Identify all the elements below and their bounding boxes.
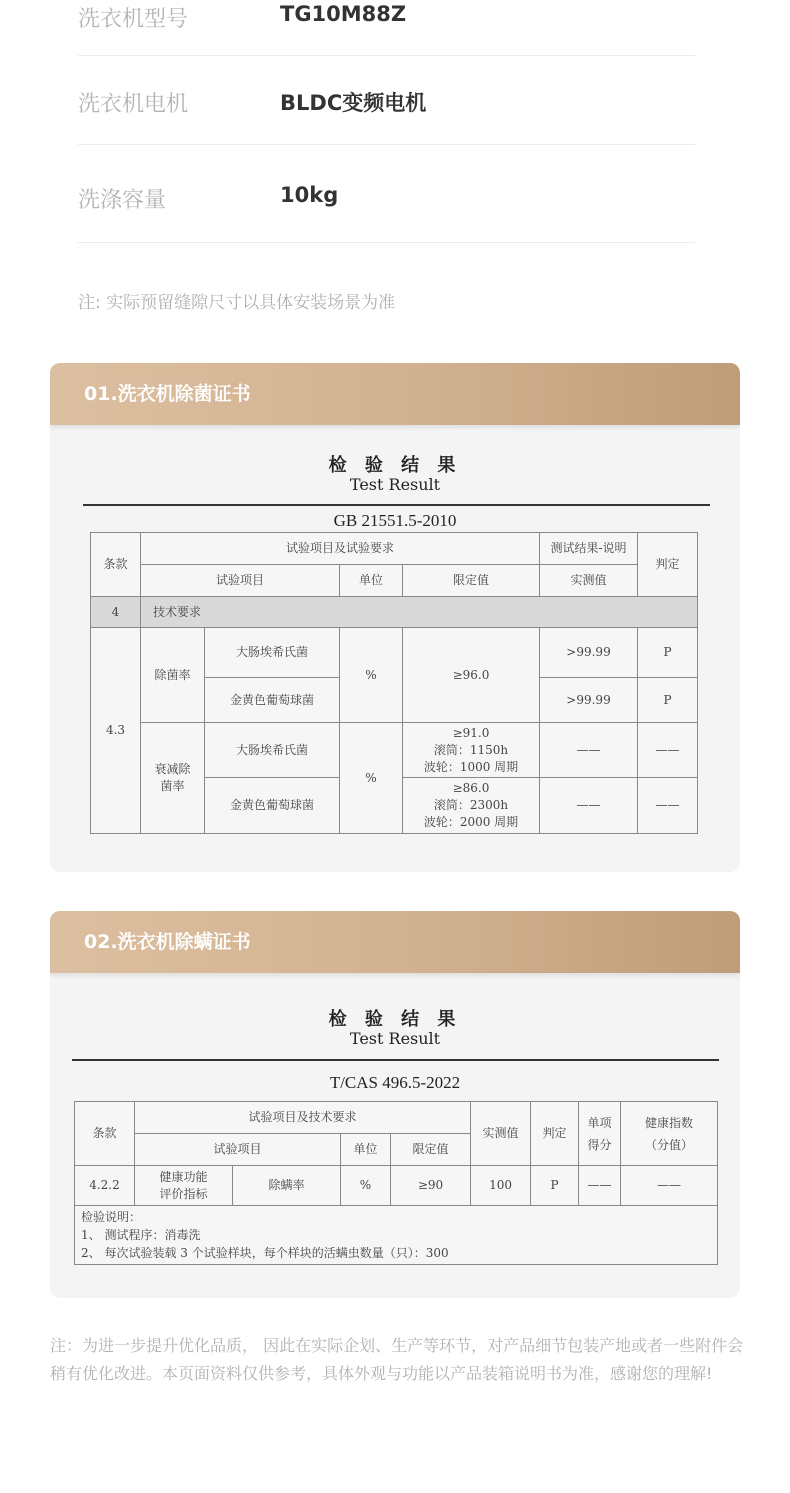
table-cell: %	[340, 723, 403, 834]
table-cell: %	[341, 1166, 391, 1206]
header-line: （分值）	[645, 1137, 694, 1152]
cert-title-en: Test Result	[349, 475, 441, 494]
test-notes	[75, 1206, 718, 1265]
table-cell: 4.2.2	[75, 1166, 135, 1206]
table-cell: P	[531, 1166, 579, 1206]
limit-line: 滚筒：2300h	[433, 798, 509, 812]
cert-title-en: Test Result	[349, 1029, 441, 1048]
note-line: 2、 每次试验装载 3 个试验样块，每个样块的活螨虫数量（只）：300	[81, 1246, 449, 1260]
card-header: 01.洗衣机除菌证书	[50, 363, 740, 425]
limit-line: ≥91.0	[452, 725, 490, 740]
standard-code: T/CAS 496.5-2022	[329, 1073, 461, 1092]
limit-line: 波轮：2000 周期	[423, 815, 519, 829]
header-line: 健康指数	[645, 1115, 694, 1130]
spec-label: 洗衣机电机	[78, 92, 189, 117]
header-cell: 条款	[75, 1102, 135, 1166]
table-cell: ——	[638, 778, 698, 834]
installation-note: 注: 实际预留缝隙尺寸以具体安装场景为准	[78, 293, 396, 313]
note-line: 检验说明：	[81, 1210, 142, 1224]
section-cell: 技术要求	[141, 597, 698, 628]
header-cell	[579, 1102, 621, 1166]
cert-title: 检 验 结 果	[328, 1009, 462, 1030]
spec-value: 10kg	[280, 183, 339, 207]
table-cell: ——	[540, 778, 638, 834]
limit-line: ≥86.0	[452, 781, 490, 795]
table-cell: ——	[579, 1166, 621, 1206]
sterilization-result-table	[90, 532, 698, 834]
spec-row-model	[78, 0, 695, 56]
header-line: 得分	[587, 1137, 612, 1152]
spec-label: 洗衣机型号	[78, 7, 189, 32]
table-cell: P	[638, 628, 698, 678]
table-cell: >99.99	[540, 628, 638, 678]
table-cell: >99.99	[540, 678, 638, 723]
spec-value: TG10M88Z	[280, 2, 407, 26]
header-cell: 单位	[340, 565, 403, 597]
table-cell: 除螨率	[233, 1166, 341, 1206]
table-cell: 除菌率	[141, 628, 205, 723]
limit-cell	[403, 778, 540, 834]
table-cell: 衰减除菌率	[141, 723, 205, 834]
spec-row-motor	[78, 56, 695, 145]
header-cell: 试验项目及技术要求	[135, 1102, 471, 1134]
card-header: 02.洗衣机除螨证书	[50, 911, 740, 973]
divider	[72, 1059, 719, 1061]
header-cell: 试验项目	[141, 565, 340, 597]
header-cell: 单位	[341, 1134, 391, 1166]
table-cell	[135, 1166, 233, 1206]
mite-result-table	[74, 1101, 718, 1265]
header-cell: 条款	[91, 533, 141, 597]
header-cell: 测试结果-说明	[540, 533, 638, 565]
divider	[83, 504, 710, 506]
table-cell: 金黄色葡萄球菌	[205, 678, 340, 723]
header-cell: 实测值	[540, 565, 638, 597]
disclaimer-note: 注：为进一步提升优化品质， 因此在实际企划、生产等环节，对产品细节包装产地或者一些附件会稍有优化改进。本页面资料仅供参考，具体外观与功能以产品装箱说明书为准，感谢您的理解!	[50, 1336, 744, 1383]
table-cell: ≥90	[391, 1166, 471, 1206]
table-cell: ——	[621, 1166, 718, 1206]
limit-line: 滚筒：1150h	[433, 742, 509, 757]
sterilization-certificate-card	[50, 363, 740, 872]
cert-title: 检 验 结 果	[328, 455, 462, 476]
header-cell: 判定	[531, 1102, 579, 1166]
table-cell: 4.3	[91, 628, 141, 834]
cell-line: 健康功能	[159, 1169, 208, 1184]
table-cell: ≥96.0	[403, 628, 540, 723]
standard-code: GB 21551.5-2010	[333, 511, 457, 530]
header-cell: 实测值	[471, 1102, 531, 1166]
table-cell: %	[340, 628, 403, 723]
table-cell: 100	[471, 1166, 531, 1206]
header-cell	[621, 1102, 718, 1166]
mite-removal-certificate-card	[50, 911, 740, 1298]
spec-label: 洗涤容量	[78, 188, 167, 213]
header-cell: 试验项目	[135, 1134, 341, 1166]
limit-cell	[403, 723, 540, 778]
table-cell: 金黄色葡萄球菌	[205, 778, 340, 834]
spec-row-capacity	[78, 145, 695, 243]
table-cell: ——	[540, 723, 638, 778]
header-cell: 判定	[638, 533, 698, 597]
note-line: 1、 测试程序：消毒洗	[81, 1228, 201, 1242]
table-cell: 大肠埃希氏菌	[205, 628, 340, 678]
header-cell: 限定值	[403, 565, 540, 597]
header-cell: 限定值	[391, 1134, 471, 1166]
spec-value: BLDC变频电机	[280, 91, 427, 115]
header-cell: 试验项目及试验要求	[141, 533, 540, 565]
limit-line: 波轮：1000 周期	[423, 759, 519, 774]
table-cell: P	[638, 678, 698, 723]
header-line: 单项	[587, 1115, 612, 1130]
section-cell: 4	[91, 597, 141, 628]
table-cell: ——	[638, 723, 698, 778]
cell-line: 评价指标	[159, 1186, 208, 1201]
table-cell: 大肠埃希氏菌	[205, 723, 340, 778]
